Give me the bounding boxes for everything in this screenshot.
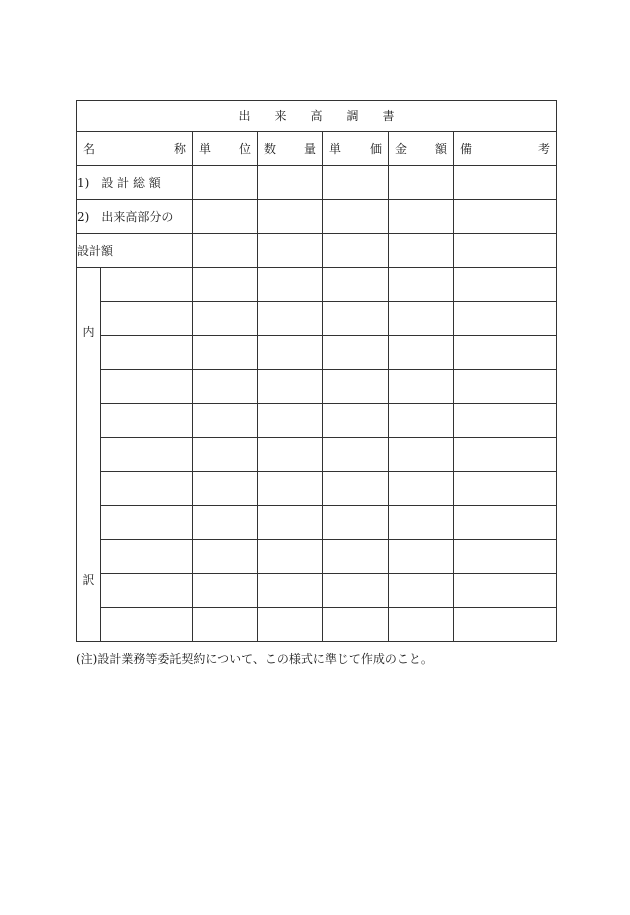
table-cell[interactable] xyxy=(101,608,193,642)
table-cell[interactable] xyxy=(389,540,454,574)
table-cell[interactable] xyxy=(101,574,193,608)
table-cell[interactable] xyxy=(258,574,323,608)
table-cell[interactable] xyxy=(258,472,323,506)
row-completed-part xyxy=(77,200,557,234)
header-name xyxy=(77,132,193,166)
table-cell[interactable] xyxy=(389,336,454,370)
table-cell[interactable] xyxy=(258,506,323,540)
table-cell[interactable] xyxy=(193,268,258,302)
table-cell[interactable] xyxy=(101,404,193,438)
breakdown-char-top: 内 xyxy=(82,325,95,339)
table-cell[interactable] xyxy=(323,506,389,540)
table-cell[interactable] xyxy=(389,268,454,302)
breakdown-row xyxy=(77,404,557,438)
breakdown-row xyxy=(77,302,557,336)
table-cell[interactable] xyxy=(101,302,193,336)
table-cell[interactable] xyxy=(101,540,193,574)
table-cell[interactable] xyxy=(193,404,258,438)
table-cell[interactable] xyxy=(454,234,557,268)
breakdown-row xyxy=(77,608,557,642)
table-cell[interactable] xyxy=(454,268,557,302)
table-cell[interactable] xyxy=(389,472,454,506)
table-cell[interactable] xyxy=(258,302,323,336)
breakdown-row xyxy=(77,574,557,608)
table-cell[interactable] xyxy=(193,200,258,234)
footnote: (注)設計業務等委託契約について、この様式に準じて作成のこと。 xyxy=(76,652,433,666)
breakdown-row xyxy=(77,472,557,506)
table-cell[interactable] xyxy=(101,438,193,472)
table-cell[interactable] xyxy=(323,574,389,608)
form-title-text: 出 来 高 調 書 xyxy=(238,109,395,123)
header-unit-a: 単 xyxy=(199,141,212,156)
row-design-amount-label: 設計額 xyxy=(77,234,193,268)
table-cell[interactable] xyxy=(193,472,258,506)
table-cell[interactable] xyxy=(258,370,323,404)
header-qty-b: 量 xyxy=(303,141,316,156)
header-remarks-b: 考 xyxy=(538,141,551,156)
table-cell[interactable] xyxy=(389,370,454,404)
header-unit xyxy=(193,132,258,166)
breakdown-row xyxy=(77,506,557,540)
table-cell[interactable] xyxy=(193,506,258,540)
table-cell[interactable] xyxy=(389,200,454,234)
table-cell[interactable] xyxy=(101,370,193,404)
breakdown-row xyxy=(77,370,557,404)
row-design-amount xyxy=(77,234,557,268)
header-unit-price xyxy=(323,132,389,166)
table-cell[interactable] xyxy=(323,166,389,200)
table-cell[interactable] xyxy=(258,268,323,302)
header-amount-b: 額 xyxy=(434,141,447,156)
table-cell[interactable] xyxy=(101,506,193,540)
header-qty xyxy=(258,132,323,166)
table-cell[interactable] xyxy=(454,370,557,404)
table-cell[interactable] xyxy=(193,166,258,200)
breakdown-row xyxy=(77,438,557,472)
header-qty-a: 数 xyxy=(264,141,277,156)
table-cell[interactable] xyxy=(193,574,258,608)
table-cell[interactable] xyxy=(323,608,389,642)
table-cell[interactable] xyxy=(323,404,389,438)
header-unit-price-a: 単 xyxy=(329,141,342,156)
title-row xyxy=(77,101,557,132)
table-cell[interactable] xyxy=(193,438,258,472)
breakdown-row xyxy=(77,540,557,574)
table-cell[interactable] xyxy=(258,404,323,438)
breakdown-row xyxy=(77,268,557,302)
table-cell[interactable] xyxy=(323,540,389,574)
table-cell[interactable] xyxy=(454,438,557,472)
row-design-total-label: 1) 設 計 総 額 xyxy=(77,166,193,200)
table-cell[interactable] xyxy=(389,506,454,540)
dekidaka-table xyxy=(76,100,557,642)
table-cell[interactable] xyxy=(454,506,557,540)
header-amount-a: 金 xyxy=(395,141,408,156)
table-cell[interactable] xyxy=(454,472,557,506)
table-cell[interactable] xyxy=(389,302,454,336)
table-cell[interactable] xyxy=(193,540,258,574)
table-cell[interactable] xyxy=(258,336,323,370)
table-cell[interactable] xyxy=(101,336,193,370)
table-cell[interactable] xyxy=(193,608,258,642)
table-cell[interactable] xyxy=(258,166,323,200)
table-cell[interactable] xyxy=(323,438,389,472)
table-cell[interactable] xyxy=(101,472,193,506)
dekidaka-form xyxy=(76,100,556,642)
header-remarks xyxy=(454,132,557,166)
table-cell[interactable] xyxy=(258,234,323,268)
table-cell[interactable] xyxy=(454,574,557,608)
table-cell[interactable] xyxy=(389,438,454,472)
table-cell[interactable] xyxy=(454,336,557,370)
table-cell[interactable] xyxy=(389,166,454,200)
table-cell[interactable] xyxy=(389,404,454,438)
table-cell[interactable] xyxy=(389,574,454,608)
table-cell[interactable] xyxy=(323,302,389,336)
table-cell[interactable] xyxy=(323,200,389,234)
table-cell[interactable] xyxy=(193,336,258,370)
table-cell[interactable] xyxy=(323,472,389,506)
table-cell[interactable] xyxy=(389,608,454,642)
form-title xyxy=(77,101,557,132)
table-cell[interactable] xyxy=(389,234,454,268)
table-cell[interactable] xyxy=(193,302,258,336)
table-cell[interactable] xyxy=(193,370,258,404)
row-completed-part-label: 2) 出来高部分の xyxy=(77,200,193,234)
breakdown-row xyxy=(77,336,557,370)
table-cell[interactable] xyxy=(454,608,557,642)
table-cell[interactable] xyxy=(454,302,557,336)
row-design-total xyxy=(77,166,557,200)
header-unit-b: 位 xyxy=(238,141,251,156)
table-cell[interactable] xyxy=(454,166,557,200)
header-amount xyxy=(389,132,454,166)
table-cell[interactable] xyxy=(258,438,323,472)
breakdown-char-bottom: 訳 xyxy=(82,573,95,587)
header-remarks-a: 備 xyxy=(460,141,473,156)
table-cell[interactable] xyxy=(454,200,557,234)
table-cell[interactable] xyxy=(323,336,389,370)
breakdown-label-cell xyxy=(77,268,101,642)
table-cell[interactable] xyxy=(454,404,557,438)
table-cell[interactable] xyxy=(258,200,323,234)
table-cell[interactable] xyxy=(101,268,193,302)
table-cell[interactable] xyxy=(454,540,557,574)
table-cell[interactable] xyxy=(193,234,258,268)
header-name-b: 称 xyxy=(173,141,186,156)
header-unit-price-b: 価 xyxy=(369,141,382,156)
table-cell[interactable] xyxy=(323,268,389,302)
header-name-a: 名 xyxy=(83,141,96,156)
table-cell[interactable] xyxy=(323,234,389,268)
table-cell[interactable] xyxy=(323,370,389,404)
table-cell[interactable] xyxy=(258,540,323,574)
table-cell[interactable] xyxy=(258,608,323,642)
header-row xyxy=(77,132,557,166)
